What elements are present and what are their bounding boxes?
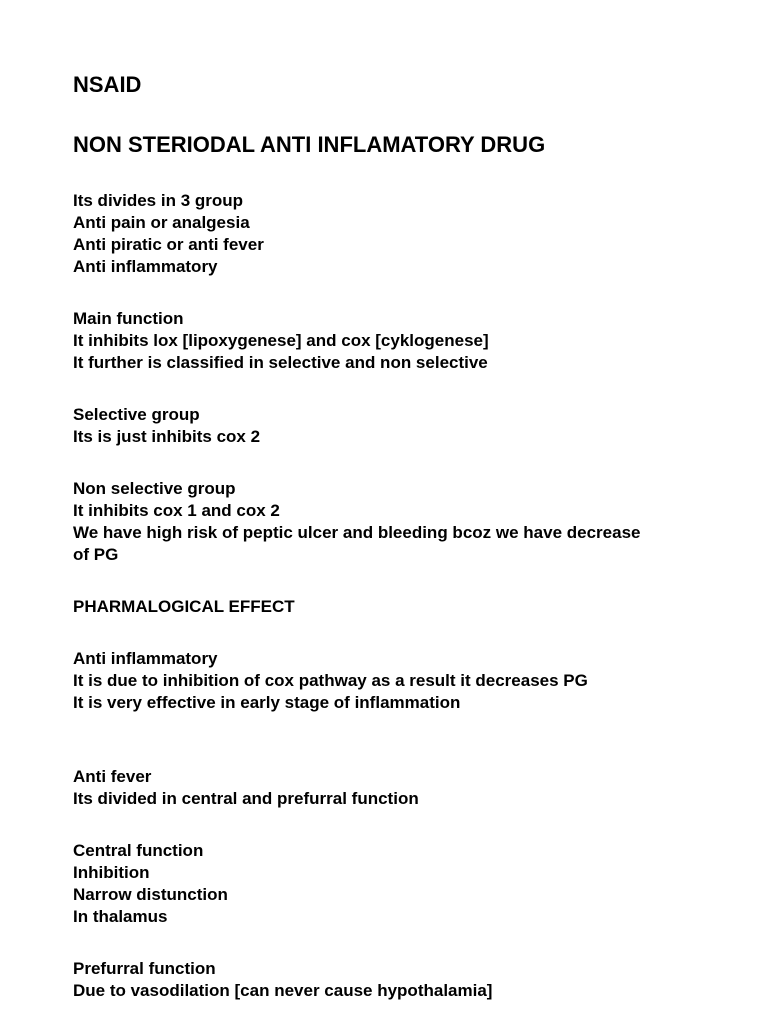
document-page xyxy=(73,72,733,1002)
section-line: Narrow distunction xyxy=(73,885,228,904)
section-line: Its divided in central and prefurral function xyxy=(73,789,419,808)
section-groups xyxy=(73,190,733,278)
section-heading: PHARMALOGICAL EFFECT xyxy=(73,597,295,616)
section-heading: Selective group xyxy=(73,405,200,424)
section-line: It is due to inhibition of cox pathway as a result it decreases PG xyxy=(73,671,588,690)
section-main-function xyxy=(73,308,733,374)
section-line: In thalamus xyxy=(73,907,168,926)
document-title: NSAID xyxy=(73,72,142,97)
section-prefurral-function xyxy=(73,958,733,1002)
section-line: It is very effective in early stage of inflammation xyxy=(73,693,461,712)
section-line: Its divides in 3 group xyxy=(73,191,244,210)
section-line: Inhibition xyxy=(73,863,150,882)
section-line: It further is classified in selective and non selective xyxy=(73,353,488,372)
section-line: It inhibits lox [lipoxygenese] and cox [cyklogenese] xyxy=(73,331,489,350)
section-line: Due to vasodilation [can never cause hypothalamia] xyxy=(73,981,493,1000)
section-selective-group xyxy=(73,404,733,448)
section-anti-inflammatory xyxy=(73,648,733,714)
section-heading: Anti inflammatory xyxy=(73,649,218,668)
section-heading: Non selective group xyxy=(73,479,236,498)
section-line: We have high risk of peptic ulcer and bleeding bcoz we have decrease of PG xyxy=(73,523,641,564)
section-heading: Main function xyxy=(73,309,184,328)
section-heading: Prefurral function xyxy=(73,959,216,978)
section-line: Anti pain or analgesia xyxy=(73,213,250,232)
section-non-selective-group xyxy=(73,478,733,566)
section-central-function xyxy=(73,840,733,928)
document-subtitle: NON STERIODAL ANTI INFLAMATORY DRUG xyxy=(73,132,546,157)
section-line: Anti inflammatory xyxy=(73,257,218,276)
section-line: It inhibits cox 1 and cox 2 xyxy=(73,501,280,520)
section-heading: Anti fever xyxy=(73,767,152,786)
section-heading: Central function xyxy=(73,841,204,860)
section-line: Anti piratic or anti fever xyxy=(73,235,264,254)
section-line: Its is just inhibits cox 2 xyxy=(73,427,261,446)
section-pharmalogical-effect xyxy=(73,596,733,618)
section-anti-fever xyxy=(73,766,733,810)
